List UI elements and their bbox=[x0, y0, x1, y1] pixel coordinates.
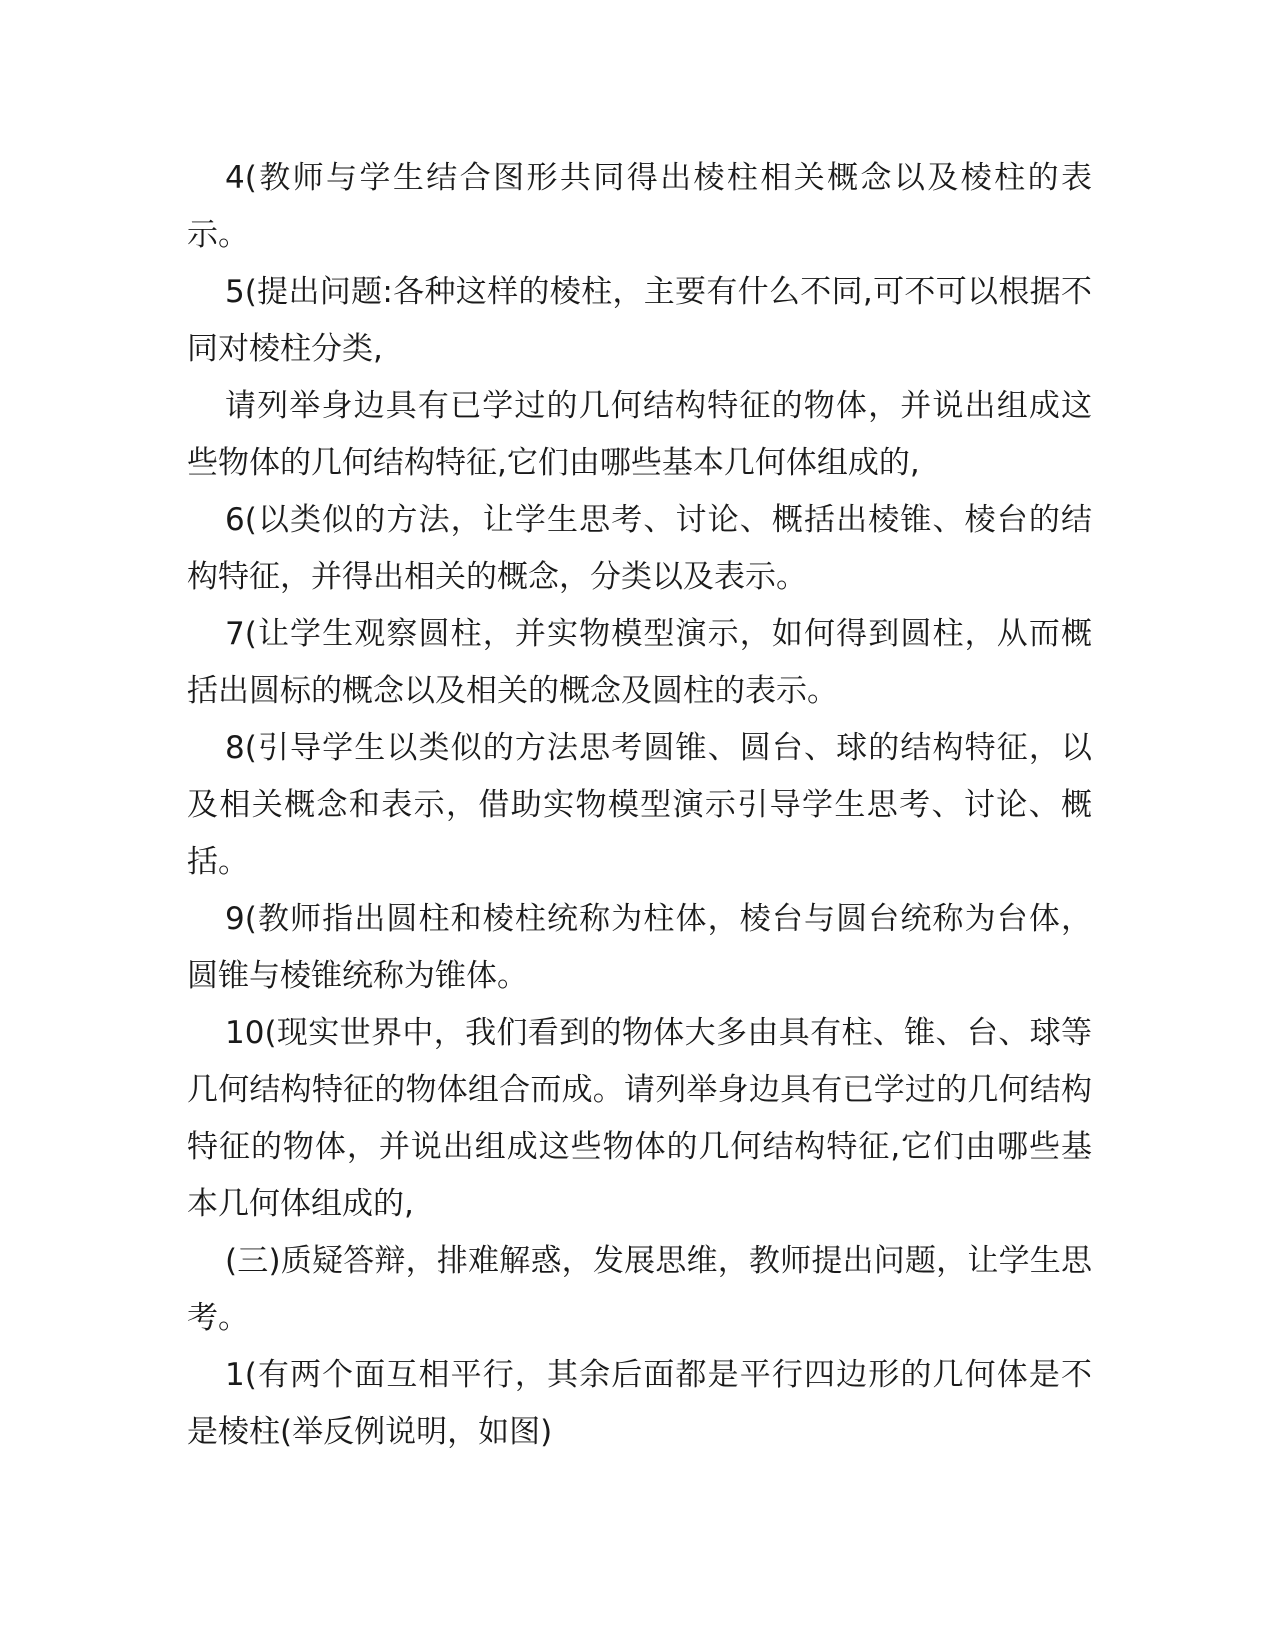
paragraph-list-examples: 请列举身边具有已学过的几何结构特征的物体，并说出组成这些物体的几何结构特征,它们由哪些基本几何体组成的, bbox=[187, 388, 1092, 481]
document-body bbox=[187, 150, 1092, 1461]
paragraph-item-5: 5(提出问题:各种这样的棱柱，主要有什么不同,可不可以根据不同对棱柱分类, bbox=[187, 274, 1092, 367]
paragraph-item-4: 4(教师与学生结合图形共同得出棱柱相关概念以及棱柱的表示。 bbox=[187, 160, 1092, 253]
paragraph-question-1: 1(有两个面互相平行，其余后面都是平行四边形的几何体是不是棱柱(举反例说明，如图) bbox=[187, 1357, 1092, 1450]
paragraph-item-7: 7(让学生观察圆柱，并实物模型演示，如何得到圆柱，从而概括出圆标的概念以及相关的概念及圆柱的表示。 bbox=[187, 616, 1092, 709]
paragraph-item-10: 10(现实世界中，我们看到的物体大多由具有柱、锥、台、球等几何结构特征的物体组合而成。请列举身边具有已学过的几何结构特征的物体，并说出组成这些物体的几何结构特征,它们由哪些基本几何体组成的, bbox=[187, 1015, 1092, 1222]
paragraph-item-8: 8(引导学生以类似的方法思考圆锥、圆台、球的结构特征，以及相关概念和表示，借助实物模型演示引导学生思考、讨论、概括。 bbox=[187, 730, 1092, 880]
paragraph-item-6: 6(以类似的方法，让学生思考、讨论、概括出棱锥、棱台的结构特征，并得出相关的概念，分类以及表示。 bbox=[187, 502, 1092, 595]
paragraph-section-3: (三)质疑答辩，排难解惑，发展思维，教师提出问题，让学生思考。 bbox=[187, 1243, 1092, 1336]
paragraph-item-9: 9(教师指出圆柱和棱柱统称为柱体，棱台与圆台统称为台体，圆锥与棱锥统称为锥体。 bbox=[187, 901, 1092, 994]
